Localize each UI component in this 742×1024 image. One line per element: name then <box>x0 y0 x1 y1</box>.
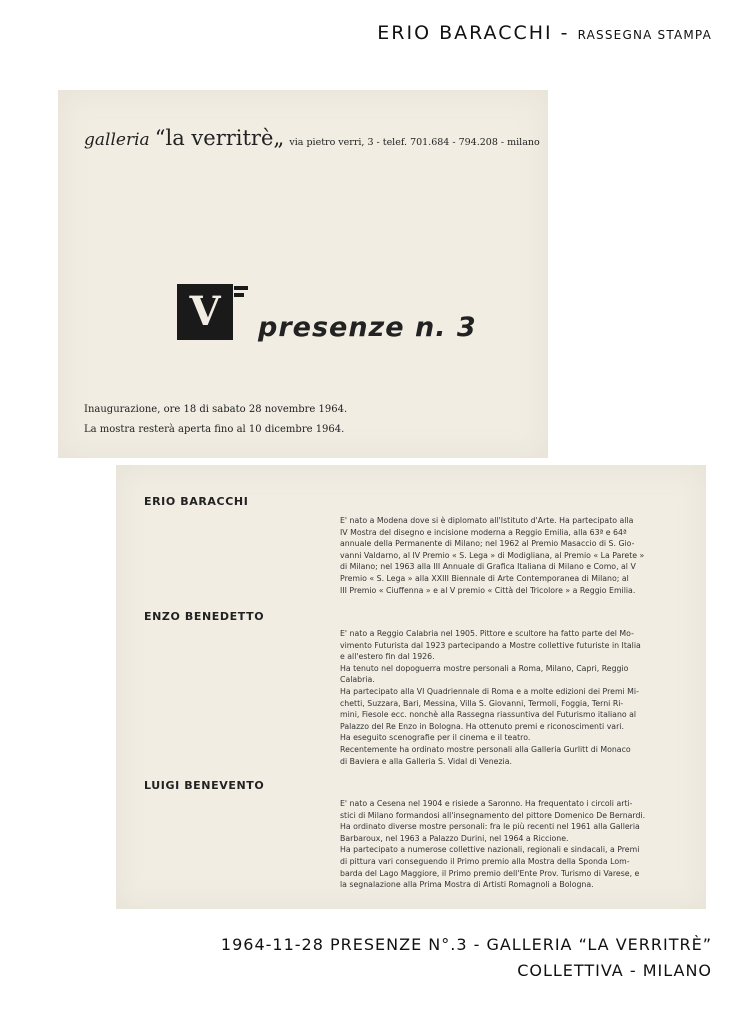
opening-text: Inaugurazione, ore 18 di sabato 28 novembre 1964. <box>84 404 348 415</box>
artist-name: ERIO BARACCHI <box>144 495 249 508</box>
bio-line: di pittura vari conseguendo il Primo premio alla Mostra della Sponda Lom- <box>340 856 630 866</box>
artist-bio <box>340 798 680 891</box>
footer-title: 1964-11-28 PRESENZE N°.3 - GALLERIA “LA VERRITRÈ” <box>220 935 712 954</box>
bio-line: annuale della Permanente di Milano; nel 1962 al Premio Masaccio di S. Gio- <box>340 539 635 549</box>
artist-name: ENZO BENEDETTO <box>144 610 265 623</box>
bio-line: mini, Fiesole ecc. nonchè alla Rassegna riassuntiva del Futurismo italiano al <box>340 710 637 720</box>
bio-line: Recentemente ha ordinato mostre personali alla Galleria Gurlitt di Monaco <box>340 744 631 754</box>
bio-line: E' nato a Modena dove si è diplomato all'Istituto d'Arte. Ha partecipato alla <box>340 516 634 525</box>
page-header <box>377 22 712 44</box>
presenze-logo <box>177 284 233 340</box>
bio-line: la segnalazione alla Prima Mostra di Artisti Romagnoli a Bologna. <box>340 880 594 890</box>
header-separator: - <box>552 22 578 44</box>
bio-line: Palazzo del Re Enzo in Bologna. Ha ottenuto premi e riconoscimenti vari. <box>340 721 624 731</box>
bio-line: E' nato a Cesena nel 1904 e risiede a Saronno. Ha frequentato i circoli arti- <box>340 799 633 808</box>
logo-bar-mid <box>234 293 244 297</box>
bio-line: Ha partecipato alla VI Quadriennale di Roma e a molte edizioni dei Premi Mi- <box>340 686 639 696</box>
bio-line: di Milano; nel 1963 alla III Annuale di Grafica Italiana di Milano e Como, al V <box>340 562 636 572</box>
logo-letter: V <box>189 288 221 335</box>
bio-line: E' nato a Reggio Calabria nel 1905. Pittore e scultore ha fatto parte del Mo- <box>340 629 634 638</box>
invitation-card <box>58 90 548 458</box>
artist-bio <box>340 515 680 596</box>
artist-name: LUIGI BENEVENTO <box>144 779 265 792</box>
bio-line: Ha ordinato diverse mostre personali: fra le più recenti nel 1961 alla Galleria <box>340 822 640 832</box>
gallery-word: galleria <box>84 130 150 150</box>
bio-line: barda del Lago Maggiore, il Primo premio dell'Ente Prov. Turismo di Varese, e <box>340 868 640 878</box>
bio-line: Ha eseguito scenografie per il cinema e il teatro. <box>340 733 531 743</box>
bio-line: Ha tenuto nel dopoguerra mostre personali a Roma, Milano, Capri, Reggio <box>340 663 629 673</box>
bio-line: vimento Futurista dal 1923 partecipando a Mostre collettive futuriste in Italia <box>340 640 641 650</box>
closing-text: La mostra resterà aperta fino al 10 dicembre 1964. <box>84 424 345 435</box>
artists-sheet <box>116 465 706 909</box>
bio-line: Premio « S. Lega » alla XXIII Biennale di Arte Contemporanea di Milano; al <box>340 573 629 583</box>
gallery-line <box>84 126 540 150</box>
bio-line: Barbaroux, nel 1963 a Palazzo Durini, nel 1964 a Riccione. <box>340 833 569 843</box>
gallery-name: “la verritrè„ <box>154 126 285 150</box>
exhibition-title: presenze n. 3 <box>258 312 477 343</box>
bio-line: Ha partecipato a numerose collettive nazionali, regionali e sindacali, a Premi <box>340 845 640 855</box>
footer-subtitle: COLLETTIVA - MILANO <box>517 961 712 980</box>
bio-line: di Baviera e alla Galleria S. Vidal di Venezia. <box>340 756 512 766</box>
logo-bar-top <box>234 286 248 290</box>
header-subtitle: RASSEGNA STAMPA <box>577 28 712 42</box>
header-artist-name: ERIO BARACCHI <box>377 22 553 44</box>
bio-line: e all'estero fin dal 1926. <box>340 652 435 662</box>
bio-line: vanni Valdarno, al IV Premio « S. Lega » di Modigliana, al Premio « La Parete » <box>340 550 645 560</box>
artist-bio <box>340 628 680 767</box>
bio-line: III Premio « Ciuffenna » e al V premio « Città del Tricolore » a Reggio Emilia. <box>340 585 636 595</box>
bio-line: Calabria. <box>340 675 375 685</box>
gallery-address: via pietro verri, 3 - telef. 701.684 - 794.208 - milano <box>289 137 540 148</box>
bio-line: IV Mostra del disegno e incisione moderna a Reggio Emilia, alla 63ª e 64ª <box>340 527 627 537</box>
bio-line: chetti, Suzzara, Bari, Messina, Villa S. Giovanni, Termoli, Foggia, Terni Ri- <box>340 698 624 708</box>
bio-line: stici di Milano formandosi all'insegnamento del pittore Domenico De Bernardi. <box>340 810 646 820</box>
